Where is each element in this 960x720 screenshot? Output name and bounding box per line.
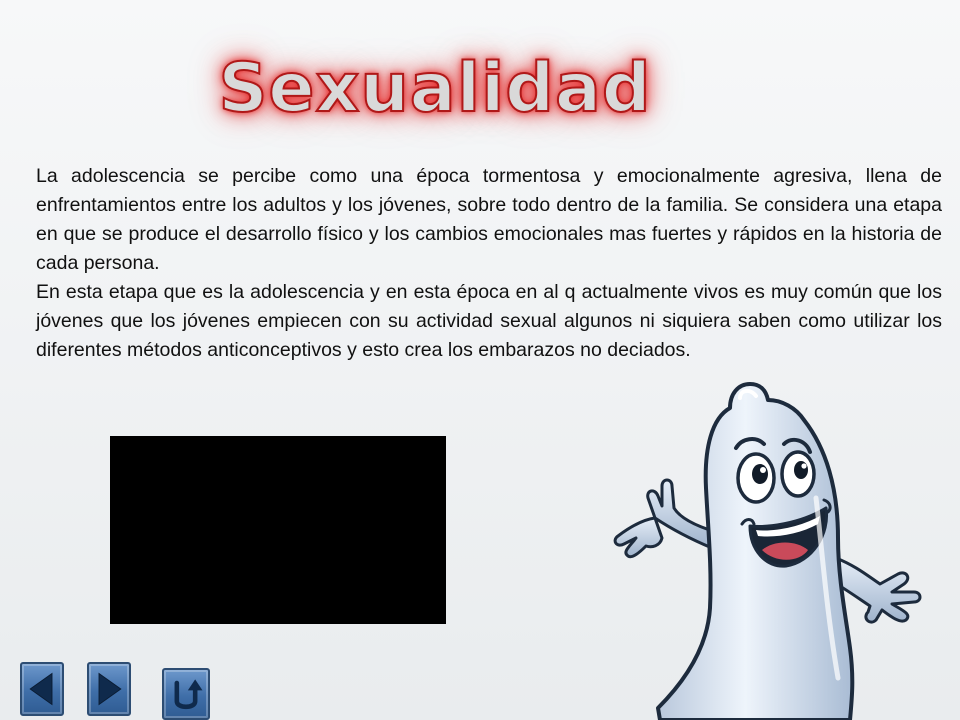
condom-mascot-illustration xyxy=(600,378,940,720)
paragraph-2: En esta etapa que es la adolescencia y en esta época en al q actualmente vivos es muy común que los jóvenes que los jóvenes empiecen con su actividad sexual algunos ni siquiera saben como utilizar los diferentes métodos anticonceptivos y esto crea los embarazos no deciados. xyxy=(36,281,942,361)
previous-slide-button[interactable] xyxy=(20,662,64,716)
slide-title: Sexualidad xyxy=(218,49,652,128)
return-arrow-icon xyxy=(164,670,208,718)
next-slide-button[interactable] xyxy=(87,662,131,716)
triangle-left-icon xyxy=(22,664,62,714)
triangle-right-icon xyxy=(89,664,129,714)
slide-body-text xyxy=(36,162,942,365)
return-button[interactable] xyxy=(162,668,210,720)
paragraph-1: La adolescencia se percibe como una época tormentosa y emocionalmente agresiva, llena de enfrentamientos entre los adultos y los jóvenes, sobre todo dentro de la familia. Se considera una etapa en que se produce el desarrollo físico y los cambios emocionales mas fuertes y rápidos en la historia de cada persona. xyxy=(36,165,942,274)
video-player[interactable] xyxy=(110,436,446,624)
